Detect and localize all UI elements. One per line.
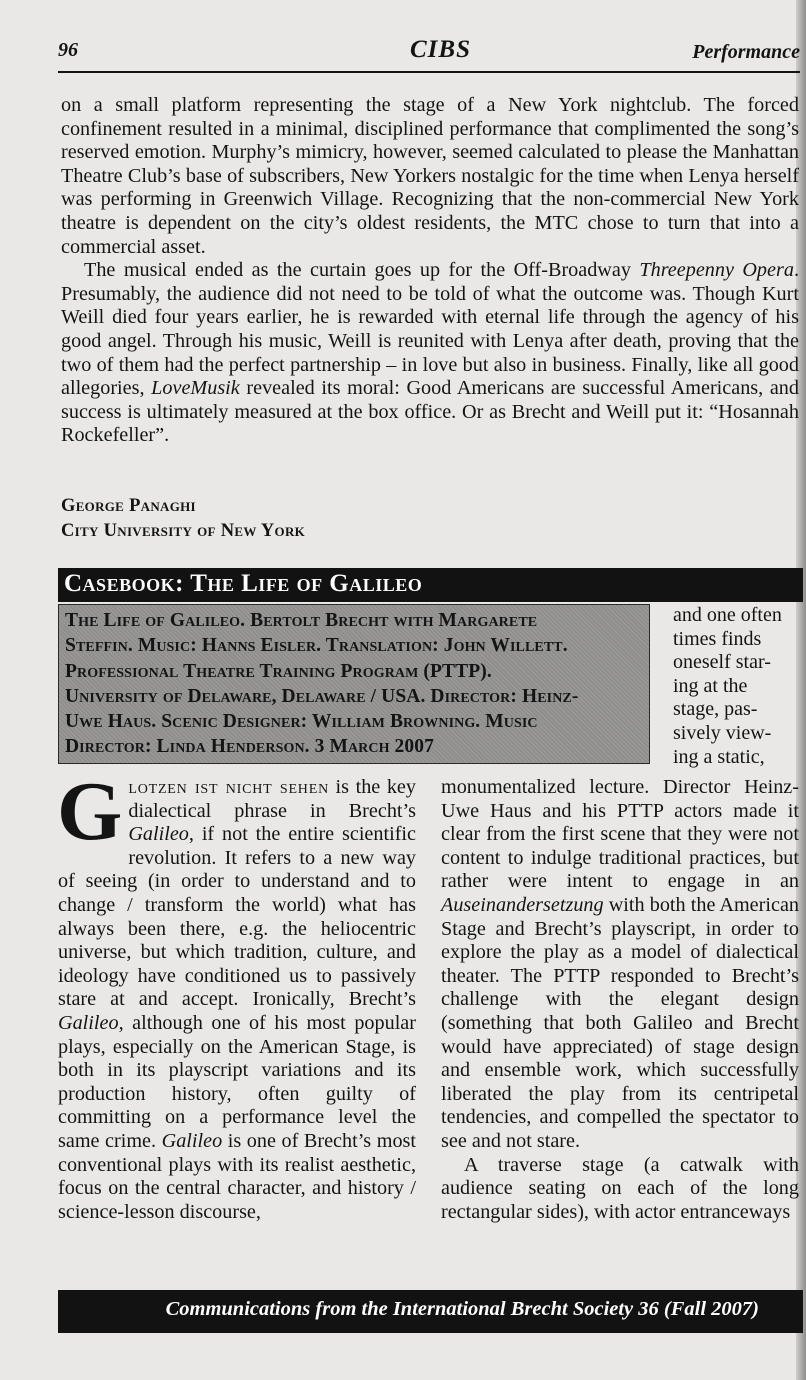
- side-line: oneself star-: [673, 651, 771, 674]
- intro-paragraph-1: on a small platform representing the stage of a New York nightclub. The forced confinement resulted in a minimal, disciplined performance that complimented the song’s reserved emotion. Murphy’s mimicry, however, seemed calculated to please the Manhattan Theatre Club’s base of subscribers, New Yorkers nostalgic for the time when Lenya herself was performing in Greenwich Village. Recognizing that the non-commercial New York theatre is dependent on the city’s oldest residents, the MTC chose to turn that into a commercial asset.: [61, 94, 799, 258]
- casebook-heading-bar: [58, 568, 803, 602]
- left-paragraph: [57, 765, 416, 1224]
- play-title: Threepenny Opera: [639, 259, 794, 282]
- play-title: Galileo: [161, 1129, 223, 1152]
- side-line: sively view-: [673, 721, 772, 744]
- footer-bar: [58, 1290, 803, 1333]
- text-run: monumentalized lecture. Director Heinz-Uwe Haus and his PTTP actors made it clear from the first scene that they were not content to indulge traditional practices, but rather were intent to engage in an: [441, 776, 799, 893]
- production-line: Professional Theatre Training Program (PTTP).: [65, 660, 492, 682]
- running-header: [58, 37, 800, 73]
- journal-name: CIBS: [410, 36, 471, 63]
- play-title: LoveMusik: [151, 377, 240, 400]
- footer-text: Communications from the International Brecht Society 36 (Fall 2007): [165, 1298, 759, 1320]
- side-line: and one often: [673, 604, 782, 626]
- author-byline: [61, 494, 305, 543]
- side-line: stage, pas-: [673, 698, 758, 721]
- right-paragraph-2: A traverse stage (a catwalk with audience seating on each of the long rectangular sides), with actor entranceways: [441, 1153, 799, 1223]
- side-column-text: [673, 604, 797, 769]
- production-info-box: [58, 604, 650, 764]
- text-run: revealed its moral: Good Americans are successful Americans, and success is ultimately measured at the box office. Or as Brecht and Weill put it: “Hosannah Rockefeller”.: [61, 377, 799, 447]
- section-name: Performance: [692, 41, 800, 63]
- right-paragraph-1: [441, 776, 799, 1154]
- side-line: ing at the: [673, 674, 748, 697]
- right-column: [441, 776, 799, 1224]
- text-run: is one of Brecht’s most conventional plays with its realist aesthetic, focus on the central character, and history / science-lesson discourse,: [58, 1129, 416, 1223]
- german-term: Auseinandersetzung: [441, 893, 604, 916]
- production-line: Steffin. Music: Hanns Eisler. Translation: John Willett.: [65, 635, 568, 657]
- drop-cap: G: [57, 765, 123, 858]
- production-line: University of Delaware, Delaware / USA. Director: Heinz-: [65, 685, 579, 707]
- play-title: Galileo: [128, 823, 189, 846]
- side-line: times finds: [673, 627, 762, 650]
- text-run: , if not the entire scientific revolution. It refers to a new way of seeing (in order to understand and to change / transform the world) what has always been there, e.g. the heliocentric universe, but which tradition, culture, and ideology have conditioned us to passively stare at and accept. Ironically, Brecht’s: [58, 823, 416, 1011]
- intro-paragraph-2: [61, 259, 799, 448]
- production-line: Uwe Haus. Scenic Designer: William Browning. Music: [65, 711, 538, 733]
- play-title: Galileo: [58, 1011, 119, 1034]
- intro-text: [61, 94, 799, 448]
- text-run: is the key dialectical phrase in Brecht’s: [128, 776, 416, 822]
- production-line: The Life of Galileo. Bertolt Brecht with Margarete: [65, 610, 538, 631]
- side-line: ing a static,: [673, 745, 765, 768]
- text-run: with both the American Stage and Brecht’s playscript, in order to explore the play as a model of dialectical theater. The PTTP responded to Brecht’s challenge with the elegant design (something that both Galileo and Brecht would have appreciated) of stage design and ensemble work, which successfully liberated the play from its centripetal tendencies, and compelled the spectator to see and not stare.: [441, 893, 799, 1152]
- text-run: . Presumably, the audience did not need to be told of what the outcome was. Though Kurt Weill died four years earlier, he is rewarded with eternal life through the agency of his good angel. Through his music, Weill is reunited with Lenya after death, proving that the two of them had the perfect partnership – in love but also in business. Finally, like all good allegories,: [61, 259, 799, 400]
- author-name: George Panaghi: [61, 496, 196, 516]
- page-number: 96: [58, 39, 78, 61]
- author-affiliation: City University of New York: [61, 520, 306, 541]
- lead-phrase: lotzen ist nicht sehen: [128, 776, 329, 798]
- left-column: [57, 765, 416, 1224]
- casebook-title: Casebook: The Life of Galileo: [64, 570, 423, 597]
- text-run: The musical ended as the curtain goes up for the Off-Broadway: [84, 259, 640, 282]
- text-run: , although one of his most popular plays, especially on the American Stage, is both in its playscript variations and its production history, often guilty of committing on a performance level the same crime.: [58, 1011, 416, 1152]
- production-line: Director: Linda Henderson. 3 March 2007: [65, 736, 434, 758]
